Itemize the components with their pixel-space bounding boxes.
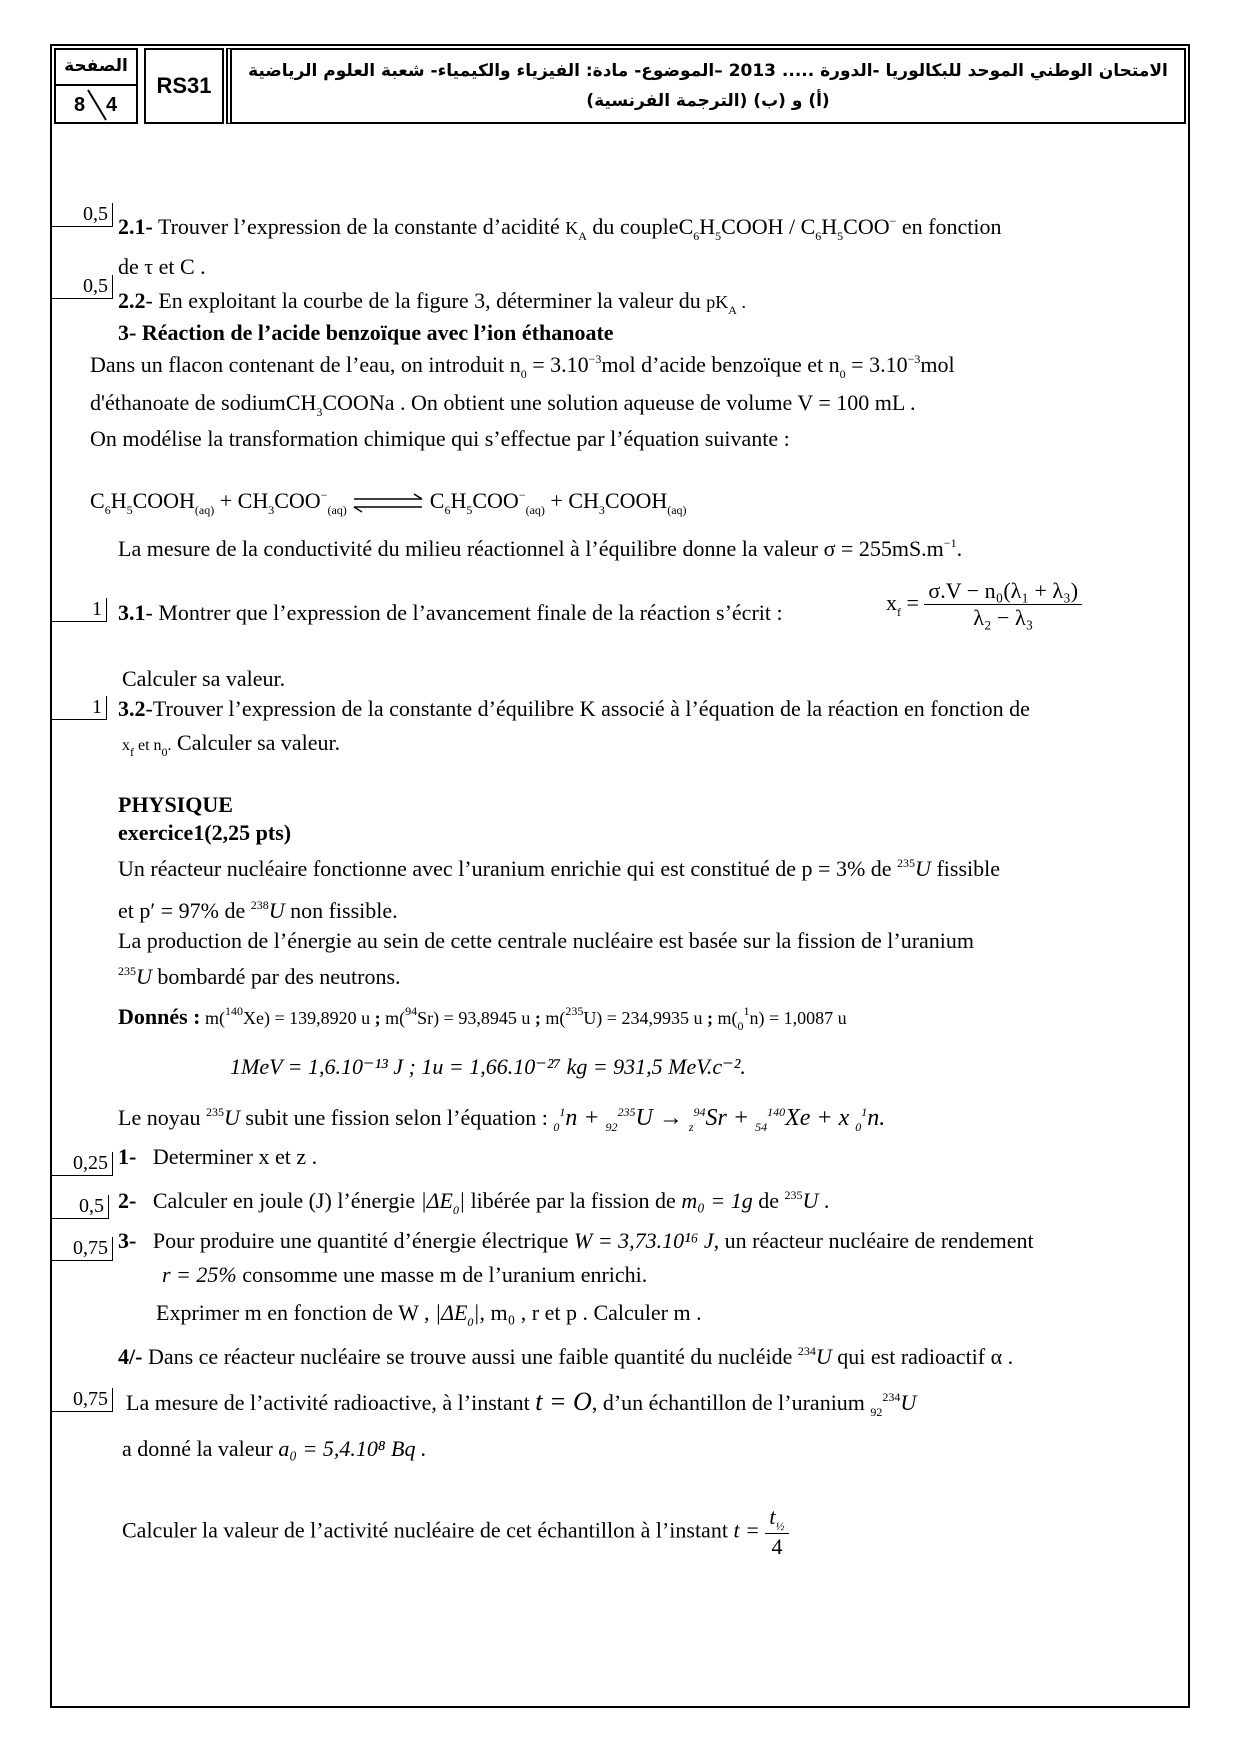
page-label: الصفحة <box>56 50 136 86</box>
p-q4-t0: t = O <box>535 1387 592 1416</box>
equilibrium-arrow-icon <box>352 493 424 513</box>
q32-label: 3.2 <box>118 696 146 721</box>
intro2a: et <box>118 898 134 923</box>
p-q3-line3a: Exprimer m en fonction de W , <box>156 1300 430 1325</box>
p-q1-text: Determiner x et z . <box>152 1144 318 1169</box>
q32-text: -Trouver l’expression de la constante d’équilibre K associé à l’équation de la réaction <box>145 696 899 721</box>
p-q3-label: 3- <box>118 1228 137 1253</box>
q22-label: 2.2 <box>118 288 146 313</box>
donnes-label: Donnés : <box>118 1004 201 1029</box>
data-units: 1MeV = 1,6.10⁻¹³ J ; 1u = 1,66.10⁻²⁷ kg = 931,5 MeV.c⁻². <box>230 1054 746 1079</box>
p-q4-line2: La mesure de l’activité radioactive, à l’instant t = O, d’un échantillon de l’uranium $_{92}^{234}$U <box>126 1387 917 1419</box>
mark-q31: 1 <box>50 598 107 622</box>
p-q4-a: Dans ce réacteur nucléaire se trouve aussi une faible quantité du nucléide <box>147 1344 793 1369</box>
exercise-title: exercice1(2,25 pts) <box>118 820 292 845</box>
p-q3-line2 <box>162 1262 647 1288</box>
page-total: 8 <box>74 94 86 116</box>
s3-p1a: Dans un flacon contenant de l’eau, on introduit <box>90 352 505 377</box>
intro1c: de <box>870 856 892 881</box>
exam-code: RS31 <box>144 48 224 124</box>
p-q4-line4a: Calculer la valeur de l’activité nucléaire de cet échantillon à l’instant <box>122 1517 728 1543</box>
intro2c: de <box>224 898 246 923</box>
q31-line <box>118 600 783 626</box>
fission-a: Le noyau <box>118 1105 201 1130</box>
intro2b: p′ = 97% <box>139 898 219 923</box>
p-q3-line3: Exprimer m en fonction de W , $|\Delta E_0|$, m₀ , r et p . Calculer m . <box>156 1300 702 1329</box>
exam-title <box>226 48 1186 124</box>
mass-n: 1,0087 u <box>783 1008 847 1028</box>
q31-label: 3.1 <box>118 600 146 625</box>
p-q4: 4/- Dans ce réacteur nucléaire se trouve aussi une faible quantité du nucléide $^{234}$U qui est radioactif α . <box>118 1344 1014 1369</box>
intro4: bombardé par des neutrons. <box>157 964 401 989</box>
mark-p4: 0,75 <box>50 1388 113 1412</box>
diagonal-divider-icon <box>86 88 108 122</box>
p-q2-label: 2- <box>118 1188 137 1213</box>
mass-xe: 139,8920 u <box>289 1008 371 1028</box>
p-q4-line3 <box>122 1436 426 1462</box>
q32-line2-text: Calculer sa valeur. <box>177 730 341 755</box>
mark-q32: 1 <box>50 696 107 720</box>
xf-numerator: σ.V − n₀(λ₁ + λ₃) <box>924 578 1082 605</box>
p-q2-b: libérée par la fission de <box>470 1188 676 1213</box>
s3-p4: La mesure de la conductivité du milieu réactionnel à l’équilibre donne la valeur <box>118 536 819 561</box>
intro2d: non fissible. <box>290 898 398 923</box>
title-line-1: الامتحان الوطني الموحد للبكالوريا -الدورة ..... 2013 –الموضوع- مادة: الفيزياء والكيمياء- شعبة العلوم الرياضية <box>248 61 1168 81</box>
intro-line4: $^{235}$U bombardé par des neutrons. <box>118 964 401 989</box>
intro1d: fissible <box>936 856 1000 881</box>
p-q2: 2- Calculer en joule (J) l’énergie $|\Delta E_0|$ libérée par la fission de m₀ = 1g de $^{235}$U . <box>118 1188 830 1217</box>
mark-p2: 0,5 <box>50 1195 109 1219</box>
data-masses: Donnés : m($^{140}$Xe) = 139,8920 u ; m($^{94}$Sr) = 93,8945 u ; m($^{235}$U) = 234,9935 u ; $m(_0^1n) = 1,0087$ u <box>118 1004 847 1033</box>
q31-calc: Calculer sa valeur. <box>122 666 286 691</box>
p-q3-line2b: consomme une masse m de l’uranium enrichi. <box>242 1262 648 1287</box>
mark-p3: 0,75 <box>50 1237 113 1261</box>
sigma-value: σ = 255mS.m <box>823 536 944 561</box>
mass-sr: 93,8945 u <box>458 1008 531 1028</box>
q32-line <box>118 696 1030 722</box>
p-q3-line3b: , m₀ , r et p . Calculer m . <box>479 1300 702 1325</box>
q31-text: - Montrer que l’expression de l’avancement finale de la réaction s’écrit : <box>145 600 783 625</box>
s3-para3: On modélise la transformation chimique qui s’effectue par l’équation suivante : <box>90 426 790 451</box>
p-q4-line2a: La mesure de l’activité radioactive, à l’instant <box>126 1390 530 1415</box>
q22-line: 2.2- En exploitant la courbe de la figure 3, déterminer la valeur du $pK_A$ . <box>118 288 746 317</box>
s3-para4: La mesure de la conductivité du milieu réactionnel à l’équilibre donne la valeur $\sigma = 255mS.m^{-1}$. <box>118 536 963 561</box>
mass-u: 234,9935 u <box>621 1008 703 1028</box>
title-line-2: (أ) و (ب) (الترجمة الفرنسية) <box>586 91 830 111</box>
p-q3-b: , un réacteur nucléaire de rendement <box>713 1228 1034 1253</box>
page-number-box <box>54 48 138 124</box>
s3-p1c: mol <box>920 352 955 377</box>
section3-title: 3- Réaction de l’acide benzoïque avec l’ion éthanoate <box>118 320 614 345</box>
fission-b: subit une fission selon l’équation : <box>245 1105 548 1130</box>
p-q1 <box>118 1144 317 1170</box>
q21-label: 2.1- <box>118 214 153 239</box>
p-q4-line2b: , d’un échantillon de l’uranium <box>591 1390 865 1415</box>
mark-p1: 0,25 <box>50 1152 113 1176</box>
q32-end: en fonction de <box>904 696 1030 721</box>
p-q4-line4: Calculer la valeur de l’activité nucléaire de cet échantillon à l’instant t = $\frac{t_{\frac{1}{2}}}{4}$ <box>122 1504 789 1561</box>
s3-p2b: . On obtient une solution aqueuse de volume <box>399 390 793 415</box>
xf-denominator: λ₂ − λ₃ <box>973 605 1034 631</box>
p-q2-c: m₀ = 1g <box>681 1188 753 1213</box>
s3-para2: d'éthanoate de sodiumCH$_3$COONa . On obtient une solution aqueuse de volume V = 100 mL . <box>90 390 916 419</box>
q21-mid: du couple <box>592 214 679 239</box>
p-q3 <box>118 1228 1034 1254</box>
reaction-equation: $C_6H_5COOH_{(aq)} + CH_3COO^-_{(aq)}$ $C_6H_5COO^-_{(aq)}$ + $CH_3COOH_{(aq)}$ <box>90 488 687 517</box>
p-q2-a: Calculer en joule (J) l’énergie <box>152 1188 416 1213</box>
intro-line1: Un réacteur nucléaire fonctionne avec l’uranium enrichie qui est constitué de p = 3% de $^{235}$U fissible <box>118 856 1000 881</box>
q21-text: Trouver l’expression de la constante d’acidité <box>157 214 560 239</box>
p-q3-a: Pour produire une quantité d’énergie électrique <box>152 1228 569 1253</box>
xf-formula: $x_f$ = $\frac{\text{σ.V − n₀(λ₁ + λ₃)}}{\text{λ₂ − λ₃}}$ <box>886 578 1082 632</box>
intro1b: p = 3% <box>801 856 866 881</box>
physics-title: PHYSIQUE <box>118 792 233 817</box>
s3-p2a: d'éthanoate de sodium <box>90 390 286 415</box>
q21-line: 2.1- Trouver l’expression de la constante d’acidité $K_A$ du $coupleC_6H_5COOH / C_6H_5COO^-$ en fonction <box>118 214 1002 243</box>
p-q3-w: W = 3,73.10¹⁶ J <box>573 1228 714 1253</box>
fission-line: Le noyau $^{235}$U subit une fission selon l’équation : $_0^1$n + $_{92}^{235}$U → $_z^{94}$Sr + $_{54}^{140}$Xe + x $_0^1$n. <box>118 1105 886 1134</box>
page-current: 4 <box>106 94 118 116</box>
p-q3-r: r = 25% <box>162 1262 237 1287</box>
p-q4-a0: a₀ = 5,4.10⁸ Bq . <box>278 1436 427 1461</box>
intro1a: Un réacteur nucléaire fonctionne avec l’uranium enrichie qui est constitué de <box>118 856 797 881</box>
s3-para1: Dans un flacon contenant de l’eau, on introduit $n_0 = 3.10^{-3}mol$ d’acide benzoïque et $n_0 = 3.10^{-3}mol$ <box>90 352 955 381</box>
q21-end: en fonction <box>901 214 1002 239</box>
intro-line3: La production de l’énergie au sein de cette centrale nucléaire est basée sur la fission de l’uranium <box>118 928 975 953</box>
mark-q22: 0,5 <box>50 275 113 299</box>
q22-text: - En exploitant la courbe de la figure 3, déterminer la valeur du <box>145 288 701 313</box>
intro-line2: et p′ = 97% de $^{238}$U non fissible. <box>118 898 398 923</box>
s3-p1b: mol d’acide benzoïque et <box>601 352 824 377</box>
s3-volume: V = 100 mL . <box>797 390 916 415</box>
p-q4-label: 4/- <box>118 1344 143 1369</box>
p-q4-b: qui est radioactif α . <box>837 1344 1014 1369</box>
mark-q21: 0,5 <box>50 203 113 227</box>
q32-line2: $x_f$ et $n_0$. Calculer sa valeur. <box>122 730 341 759</box>
p-q1-label: 1- <box>118 1144 137 1169</box>
p-q4-line3a: a donné la valeur <box>122 1436 273 1461</box>
q21-line2: de τ et C . <box>118 254 206 279</box>
p-q2-d: de <box>758 1188 779 1213</box>
